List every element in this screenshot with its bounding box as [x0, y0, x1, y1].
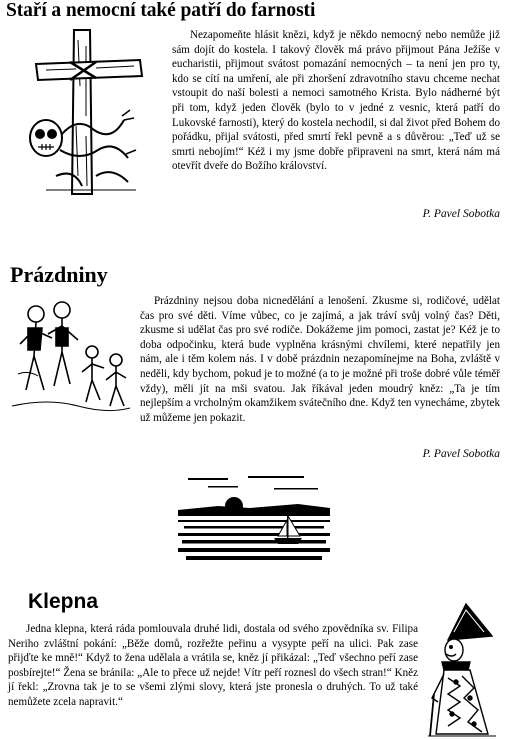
article-title-holidays: Prázdniny	[10, 262, 108, 287]
cross-skeleton-illustration	[16, 26, 166, 198]
article-body-elderly-sick: Nezapomeňte hlásit knězi, když je někdo nemocný nebo nemůže již sám dojít do kostela. I takový člověk má právo přijmout Pána Ježíše v eucharistii, přijmout svátost pomazání nemocných – ta není jen pro ty, kdo se cítí na umření, ale při zhoršení zdravotního stavu chceme nechat vstoupit do naší bolesti a nemoci samotného Krista. Bylo nádherné být při tom, když jeden člověk (bylo to v jedné z vesnic, která patří do Lukovské farnosti), který do kostela nechodil, si dal život před Bohem do pořádku, přijal svátosti, před smrtí řekl pevně a s důvěrou: „Teď už se smrti nebojím!“ Kéž i my jsme dobře připraveni na smrt, která nám má otevřít dveře do Božího království.	[172, 29, 500, 173]
woman-icon	[426, 602, 504, 738]
article-title-gossip: Klepna	[28, 590, 99, 613]
article-signature-elderly-sick: P. Pavel Sobotka	[422, 208, 500, 220]
article-body-holidays: Prázdniny nejsou doba nicnedělání a lenošení. Zkusme si, rodičové, udělat čas pro své děti. Víme vůbec, co je zajímá, a jak tráví svůj volný čas? Děti, zkusme si udělat čas pro své rodiče. Dokážeme jim pomoci, zastat je? Kéž je to doba odpočinku, která bude vyplněna krásnými chvílemi, které nepatřily jen nám, ale i těm kolem nás. I v době prázdnin nezapomínejme na Boha, zvláště v neděli, kdy bychom, pokud je to možné (a to je možné při troše dobré vůle téměř vždy), měli jít na mši svatou. Jak říkával jeden moudrý kněz: „Ta je tím nejlepším a vrcholným okamžikem svátečního dne. Když ten vynecháme, zbytek už můžeme jen pokazit.	[140, 295, 500, 424]
illustration-float-spacer	[8, 294, 140, 414]
article-title-elderly-sick: Staří a nemocní také patří do farnosti	[6, 0, 316, 21]
sunset-sailboat-illustration	[178, 466, 330, 564]
article-body-gossip: Jedna klepna, která ráda pomlouvala druhé lidi, dostala od svého zpovědníka sv. Filipa Neriho zvláštní pokání: „Běže domů, rozřežte peřinu a vysypte peří na ulici. Pak zase přijďte ke mně!“ Když to žena udělala a vrátila se, kněz jí přikázal: „Teď všechno peří zase posbírejte!“ Žena se bránila: „Ale to přece už nejde! Vítr peří roznesl do všech stran!“ Kněz jí řekl: „Zrovna tak je to se všemi zlými slovy, která jste pronesla o druhých. To už také nemůžete zcela napravit.“	[8, 623, 418, 708]
article-signature-holidays: P. Pavel Sobotka	[422, 448, 500, 460]
cross-icon	[16, 26, 166, 198]
sailboat-icon	[178, 466, 330, 564]
gossip-woman-illustration	[426, 602, 504, 738]
